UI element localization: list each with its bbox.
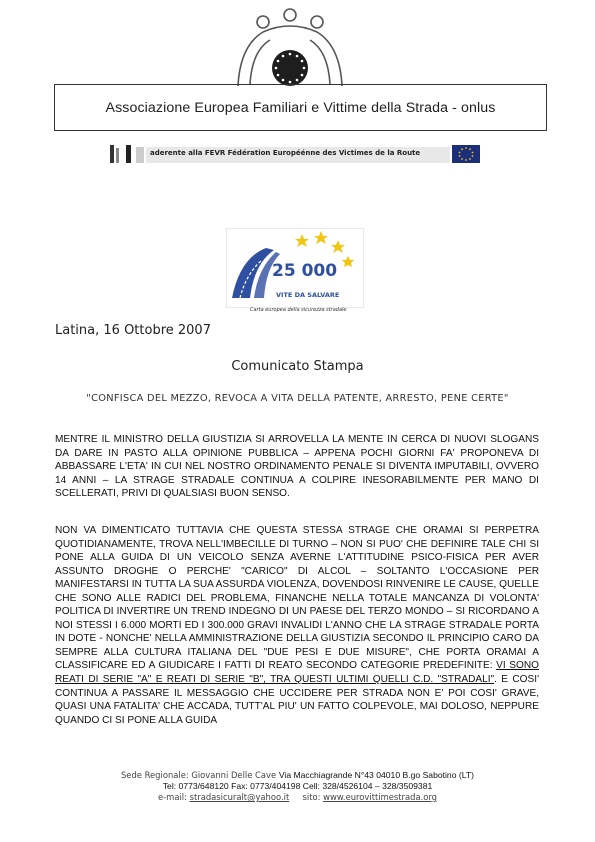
paragraph-2-underlined: VI SONO REATI DI SERIE "A" E REATI DI SERIE "B", TRA QUESTI ULTIMI QUELLI C.D. "STRADALI" [55,660,539,686]
org-name: Associazione Europea Familiari e Vittime della Strada - onlus [105,99,496,116]
press-quote: "CONFISCA DEL MEZZO, REVOCA A VITA DELLA PATENTE, ARRESTO, PENE CERTE" [86,393,509,404]
paragraph-2-part-a: NON VA DIMENTICATO TUTTAVIA CHE QUESTA STESSA STRAGE CHE ORAMAI SI PERPETRA QUOTIDIANAMENTE, TROVA NELL'IMBECILLE DI TURNO – NON SI PUO' CHE DEFINIRE TALE CHI SI PONE ALLA GUIDA DI UN VEICOLO SENZA AVERNE L'ATTITUDINE PSICO-FISICA PER AVER ASSUNTO DROGHE O PERCHE' "CARICO" DI ALCOL – SOLTANTO L'OCCASIONE PER MANIFESTARSI IN TUTTA LA SUA ASSURDA VIOLENZA, DOVENDOSI RINVENIRE LE CAUSE, QUELLE CHE SONO ALLE RADICI DEL PROBLEMA, FINANCHE NELLA TOTALE MANCANZA DI VOLONTA' POLITICA DI INVERTIRE UN TREND INDEGNO DI UN PAESE DEL TERZO MONDO – SI RICORDANO A NOI STESSI I 6.000 MORTI ED I 300.000 GRAVI INVALIDI L'ANNO CHE LA STRAGE STRADALE PORTA IN DOTE - NONCHE' NELLA AMMINISTRAZIONE DELLA GIUSTIZIA SECONDO IL PRINCIPIO CARO DA SEMPRE ALLA CULTURA ITALIANA DEL "DUE PESI E DUE MISURE", CHE PORTA ORAMAI A CLASSIFICARE ED A GIUDICARE I FATTI DI REATO SECONDO CATEGORIE PREDEFINITE: [55,525,539,672]
campaign-logo-subtitle: VITE DA SALVARE [276,291,340,299]
eu-flag-icon [452,145,480,163]
footer-address: Via Macchiagrande N°43 04010 B.go Sabotino (LT) [278,770,474,780]
footer-site-link[interactable]: www.eurovittimestrada.org [323,792,437,802]
document-date: Latina, 16 Ottobre 2007 [55,323,211,338]
footer-email-label: e-mail: [158,792,187,802]
association-logo [230,6,350,96]
paragraph-1: MENTRE IL MINISTRO DELLA GIUSTIZIA SI ARROVELLA LA MENTE IN CERCA DI NUOVI SLOGANS DA DARE IN PASTO ALLA OPINIONE PUBBLICA – APPENA POCHI GIORNI FA' PROPONEVA DI ABBASSARE L'ETA' IN CUI NEL NOSTRO ORDINAMENTO PENALE SI DIVENTA IMPUTABILI, OVVERO 14 ANNI – LA STRAGE STRADALE CONTINUA A COLPIRE INESORABILMENTE PER MANO DI SCELLERATI, PRIVI DI QUALSIASI BUON SENSO. [55,434,539,500]
footer-line-1 [0,770,595,781]
footer [0,770,595,803]
paragraph-2-part-b: . E COSI' CONTINUA A PASSARE IL MESSAGGIO CHE UCCIDERE PER STRADA NON E' POI COSI' GRAVE, QUASI UNA FATALITA' CHE ACCADA, TUTT'AL PIU' UN FATTO COLPEVOLE, MAI DOLOSO, NEPPURE QUANDO CI SI PONE ALLA GUIDA [55,674,539,726]
campaign-logo-caption: Carta europea della sicurezza stradale [250,307,347,313]
footer-contacts: Tel: 0773/648120 Fax: 0773/404198 Cell: 328/4526104 – 328/3509381 [162,781,433,791]
footer-sede: Sede Regionale: Giovanni Delle Cave [120,770,277,780]
footer-line-3 [0,792,595,803]
footer-site-label: sito: [302,792,321,802]
document-title: Comunicato Stampa [231,359,364,374]
paragraph-2 [55,524,539,727]
campaign-logo-number: 25 000 [272,261,338,281]
header-box [54,84,547,131]
fevr-banner [110,145,480,163]
fevr-text: aderente alla FEVR Fédération Européénne des Victimes de la Route [150,149,421,157]
footer-email-link[interactable]: stradasicuralt@yahoo.it [189,792,290,802]
